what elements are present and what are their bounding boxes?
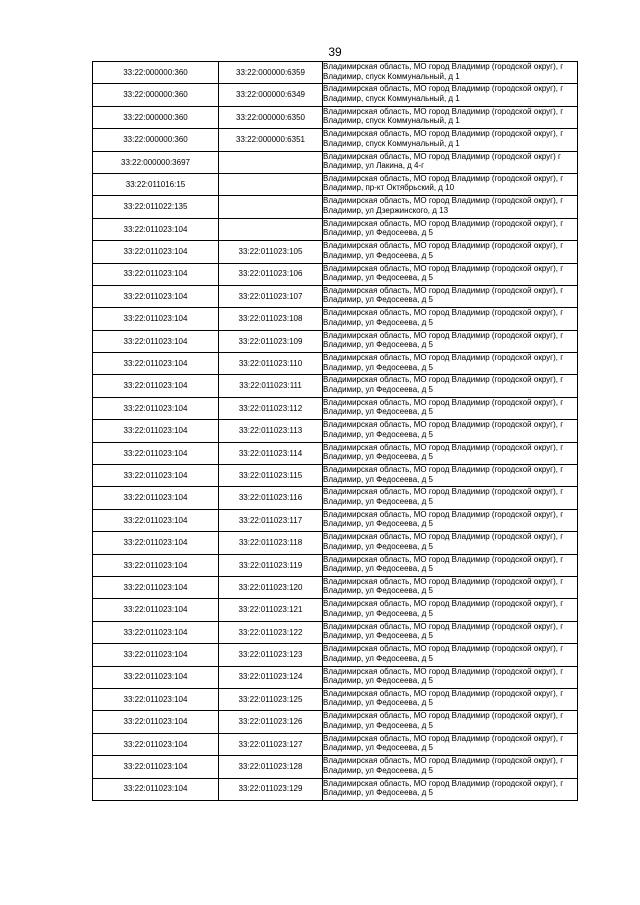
cadastral-number-cell: 33:22:011023:108 bbox=[219, 308, 323, 330]
table-row bbox=[93, 353, 578, 375]
table-row bbox=[93, 106, 578, 128]
table-row bbox=[93, 688, 578, 710]
cadastral-number-cell: 33:22:011023:111 bbox=[219, 375, 323, 397]
parent-cadastral-number-cell: 33:22:011023:104 bbox=[93, 756, 219, 778]
cadastral-number-cell: 33:22:011023:127 bbox=[219, 733, 323, 755]
cadastral-number-cell: 33:22:011023:110 bbox=[219, 353, 323, 375]
table-row bbox=[93, 84, 578, 106]
address-cell: Владимирская область, МО город Владимир (городской округ), г Владимир, спуск Коммунальный, д 1 bbox=[323, 84, 578, 106]
parent-cadastral-number-cell: 33:22:000000:360 bbox=[93, 129, 219, 151]
table-row bbox=[93, 644, 578, 666]
parent-cadastral-number-cell: 33:22:011016:15 bbox=[93, 173, 219, 195]
address-cell: Владимирская область, МО город Владимир (городской округ), г Владимир, ул Дзержинского, д 13 bbox=[323, 196, 578, 218]
cadastral-number-cell: 33:22:011023:129 bbox=[219, 778, 323, 800]
parent-cadastral-number-cell: 33:22:000000:360 bbox=[93, 62, 219, 84]
table-row bbox=[93, 509, 578, 531]
parent-cadastral-number-cell: 33:22:011023:104 bbox=[93, 375, 219, 397]
cadastral-number-cell: 33:22:011023:115 bbox=[219, 465, 323, 487]
address-cell: Владимирская область, МО город Владимир (городской округ), г Владимир, ул Федосеева, д 5 bbox=[323, 353, 578, 375]
address-cell: Владимирская область, МО город Владимир (городской округ), г Владимир, спуск Коммунальный, д 1 bbox=[323, 106, 578, 128]
parent-cadastral-number-cell: 33:22:011023:104 bbox=[93, 353, 219, 375]
parent-cadastral-number-cell: 33:22:011023:104 bbox=[93, 241, 219, 263]
cadastral-number-cell: 33:22:011023:119 bbox=[219, 554, 323, 576]
address-cell: Владимирская область, МО город Владимир (городской округ), г Владимир, ул Федосеева, д 5 bbox=[323, 666, 578, 688]
table-row bbox=[93, 263, 578, 285]
cadastral-number-cell: 33:22:011023:105 bbox=[219, 241, 323, 263]
table-row bbox=[93, 420, 578, 442]
address-cell: Владимирская область, МО город Владимир (городской округ), г Владимир, ул Федосеева, д 5 bbox=[323, 397, 578, 419]
cadastral-number-cell: 33:22:000000:6349 bbox=[219, 84, 323, 106]
parent-cadastral-number-cell: 33:22:011023:104 bbox=[93, 576, 219, 598]
parent-cadastral-number-cell: 33:22:000000:360 bbox=[93, 84, 219, 106]
address-cell: Владимирская область, МО город Владимир (городской округ), г Владимир, ул Федосеева, д 5 bbox=[323, 308, 578, 330]
address-cell: Владимирская область, МО город Владимир (городской округ), г Владимир, ул Федосеева, д 5 bbox=[323, 487, 578, 509]
address-cell: Владимирская область, МО город Владимир (городской округ), г Владимир, пр-кт Октябрьский, д 10 bbox=[323, 173, 578, 195]
address-cell: Владимирская область, МО город Владимир (городской округ), г Владимир, ул Федосеева, д 5 bbox=[323, 778, 578, 800]
address-cell: Владимирская область, МО город Владимир (городской округ), г Владимир, ул Федосеева, д 5 bbox=[323, 532, 578, 554]
cadastral-number-cell: 33:22:011023:125 bbox=[219, 688, 323, 710]
address-cell: Владимирская область, МО город Владимир (городской округ), г Владимир, ул Федосеева, д 5 bbox=[323, 711, 578, 733]
address-cell: Владимирская область, МО город Владимир (городской округ), г Владимир, ул Федосеева, д 5 bbox=[323, 285, 578, 307]
parent-cadastral-number-cell: 33:22:011023:104 bbox=[93, 487, 219, 509]
table-row bbox=[93, 778, 578, 800]
parent-cadastral-number-cell: 33:22:011023:104 bbox=[93, 397, 219, 419]
parent-cadastral-number-cell: 33:22:011023:104 bbox=[93, 688, 219, 710]
address-cell: Владимирская область, МО город Владимир (городской округ), г Владимир, ул Федосеева, д 5 bbox=[323, 330, 578, 352]
table-row bbox=[93, 554, 578, 576]
parent-cadastral-number-cell: 33:22:011023:104 bbox=[93, 666, 219, 688]
address-cell: Владимирская область, МО город Владимир (городской округ), г Владимир, ул Федосеева, д 5 bbox=[323, 420, 578, 442]
parent-cadastral-number-cell: 33:22:011023:104 bbox=[93, 778, 219, 800]
parent-cadastral-number-cell: 33:22:011023:104 bbox=[93, 465, 219, 487]
parent-cadastral-number-cell: 33:22:011023:104 bbox=[93, 509, 219, 531]
table-row bbox=[93, 532, 578, 554]
address-cell: Владимирская область, МО город Владимир (городской округ), г Владимир, ул Федосеева, д 5 bbox=[323, 576, 578, 598]
parent-cadastral-number-cell: 33:22:011023:104 bbox=[93, 621, 219, 643]
table-row bbox=[93, 62, 578, 84]
cadastral-number-cell: 33:22:011023:113 bbox=[219, 420, 323, 442]
cadastral-number-cell: 33:22:011023:112 bbox=[219, 397, 323, 419]
cadastral-number-cell bbox=[219, 196, 323, 218]
table-row bbox=[93, 487, 578, 509]
table-row bbox=[93, 173, 578, 195]
table-row bbox=[93, 599, 578, 621]
cadastral-number-cell bbox=[219, 173, 323, 195]
parent-cadastral-number-cell: 33:22:011023:104 bbox=[93, 733, 219, 755]
parent-cadastral-number-cell: 33:22:011023:104 bbox=[93, 285, 219, 307]
cadastral-number-cell bbox=[219, 218, 323, 240]
parent-cadastral-number-cell: 33:22:011023:104 bbox=[93, 644, 219, 666]
parent-cadastral-number-cell: 33:22:011023:104 bbox=[93, 420, 219, 442]
cadastral-number-cell: 33:22:011023:117 bbox=[219, 509, 323, 531]
table-row bbox=[93, 621, 578, 643]
parent-cadastral-number-cell: 33:22:000000:360 bbox=[93, 106, 219, 128]
table-row bbox=[93, 711, 578, 733]
table-row bbox=[93, 375, 578, 397]
cadastral-number-cell: 33:22:011023:122 bbox=[219, 621, 323, 643]
cadastral-number-cell: 33:22:011023:124 bbox=[219, 666, 323, 688]
cadastral-number-cell: 33:22:011023:116 bbox=[219, 487, 323, 509]
cadastral-number-cell: 33:22:011023:109 bbox=[219, 330, 323, 352]
parent-cadastral-number-cell: 33:22:011023:104 bbox=[93, 554, 219, 576]
page-number: 39 bbox=[328, 45, 342, 59]
address-cell: Владимирская область, МО город Владимир (городской округ), г Владимир, спуск Коммунальный, д 1 bbox=[323, 62, 578, 84]
registry-table bbox=[92, 61, 578, 801]
parent-cadastral-number-cell: 33:22:011023:104 bbox=[93, 599, 219, 621]
address-cell: Владимирская область, МО город Владимир (городской округ), г Владимир, ул Федосеева, д 5 bbox=[323, 263, 578, 285]
address-cell: Владимирская область, МО город Владимир (городской округ), г Владимир, ул Федосеева, д 5 bbox=[323, 733, 578, 755]
address-cell: Владимирская область, МО город Владимир (городской округ), г Владимир, ул Федосеева, д 5 bbox=[323, 509, 578, 531]
cadastral-number-cell: 33:22:011023:128 bbox=[219, 756, 323, 778]
cadastral-number-cell: 33:22:011023:126 bbox=[219, 711, 323, 733]
cadastral-number-cell: 33:22:000000:6350 bbox=[219, 106, 323, 128]
address-cell: Владимирская область, МО город Владимир (городской округ), г Владимир, ул Федосеева, д 5 bbox=[323, 554, 578, 576]
table-row bbox=[93, 576, 578, 598]
table-row bbox=[93, 733, 578, 755]
cadastral-number-cell: 33:22:011023:118 bbox=[219, 532, 323, 554]
address-cell: Владимирская область, МО город Владимир (городской округ), г Владимир, ул Федосеева, д 5 bbox=[323, 621, 578, 643]
table-row bbox=[93, 151, 578, 173]
cadastral-number-cell: 33:22:011023:114 bbox=[219, 442, 323, 464]
table-row bbox=[93, 666, 578, 688]
parent-cadastral-number-cell: 33:22:011023:104 bbox=[93, 711, 219, 733]
table-row bbox=[93, 218, 578, 240]
parent-cadastral-number-cell: 33:22:011023:104 bbox=[93, 330, 219, 352]
cadastral-number-cell: 33:22:011023:121 bbox=[219, 599, 323, 621]
cadastral-number-cell: 33:22:000000:6351 bbox=[219, 129, 323, 151]
cadastral-number-cell: 33:22:011023:123 bbox=[219, 644, 323, 666]
table-row bbox=[93, 285, 578, 307]
table-row bbox=[93, 129, 578, 151]
address-cell: Владимирская область, МО город Владимир (городской округ), г Владимир, спуск Коммунальный, д 1 bbox=[323, 129, 578, 151]
address-cell: Владимирская область, МО город Владимир (городской округ), г Владимир, ул Федосеева, д 5 bbox=[323, 241, 578, 263]
cadastral-number-cell bbox=[219, 151, 323, 173]
table-row bbox=[93, 442, 578, 464]
parent-cadastral-number-cell: 33:22:011023:104 bbox=[93, 263, 219, 285]
cadastral-number-cell: 33:22:000000:6359 bbox=[219, 62, 323, 84]
address-cell: Владимирская область, МО город Владимир (городской округ), г Владимир, ул Федосеева, д 5 bbox=[323, 442, 578, 464]
table-row bbox=[93, 241, 578, 263]
address-cell: Владимирская область, МО город Владимир (городской округ), г Владимир, ул Федосеева, д 5 bbox=[323, 756, 578, 778]
table-row bbox=[93, 330, 578, 352]
cadastral-number-cell: 33:22:011023:106 bbox=[219, 263, 323, 285]
table-row bbox=[93, 397, 578, 419]
address-cell: Владимирская область, МО город Владимир (городской округ) г Владимир, ул Лакина, д 4-г bbox=[323, 151, 578, 173]
parent-cadastral-number-cell: 33:22:011023:104 bbox=[93, 218, 219, 240]
parent-cadastral-number-cell: 33:22:011023:104 bbox=[93, 308, 219, 330]
registry-table-body bbox=[93, 62, 578, 801]
address-cell: Владимирская область, МО город Владимир (городской округ), г Владимир, ул Федосеева, д 5 bbox=[323, 375, 578, 397]
address-cell: Владимирская область, МО город Владимир (городской округ), г Владимир, ул Федосеева, д 5 bbox=[323, 218, 578, 240]
parent-cadastral-number-cell: 33:22:011023:104 bbox=[93, 442, 219, 464]
table-row bbox=[93, 196, 578, 218]
parent-cadastral-number-cell: 33:22:011022:135 bbox=[93, 196, 219, 218]
address-cell: Владимирская область, МО город Владимир (городской округ), г Владимир, ул Федосеева, д 5 bbox=[323, 599, 578, 621]
address-cell: Владимирская область, МО город Владимир (городской округ), г Владимир, ул Федосеева, д 5 bbox=[323, 465, 578, 487]
table-row bbox=[93, 756, 578, 778]
parent-cadastral-number-cell: 33:22:000000:3697 bbox=[93, 151, 219, 173]
table-row bbox=[93, 308, 578, 330]
address-cell: Владимирская область, МО город Владимир (городской округ), г Владимир, ул Федосеева, д 5 bbox=[323, 644, 578, 666]
cadastral-number-cell: 33:22:011023:107 bbox=[219, 285, 323, 307]
cadastral-number-cell: 33:22:011023:120 bbox=[219, 576, 323, 598]
table-row bbox=[93, 465, 578, 487]
parent-cadastral-number-cell: 33:22:011023:104 bbox=[93, 532, 219, 554]
address-cell: Владимирская область, МО город Владимир (городской округ), г Владимир, ул Федосеева, д 5 bbox=[323, 688, 578, 710]
